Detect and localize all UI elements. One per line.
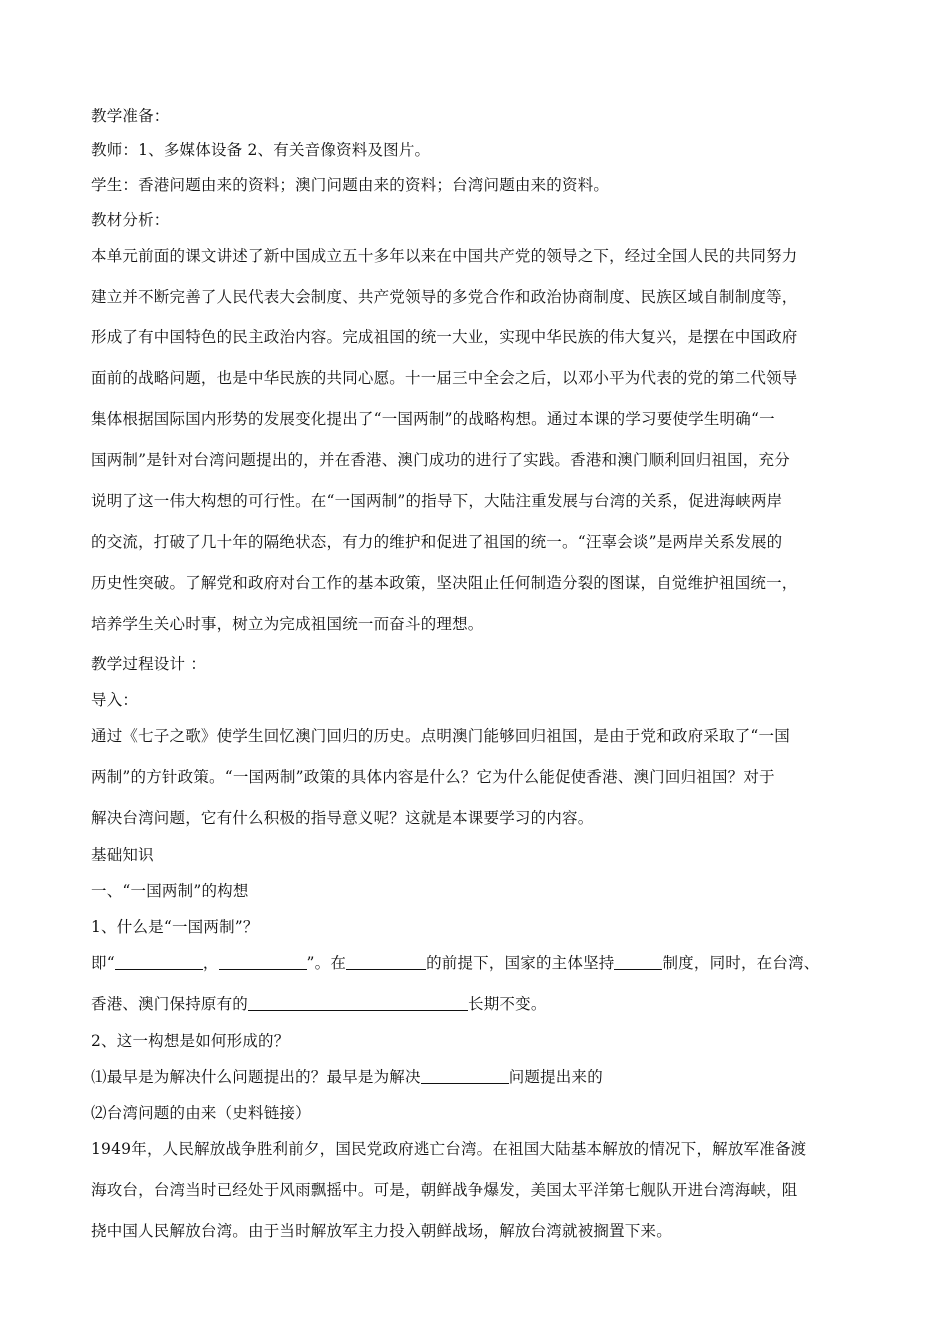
- analysis-line: 国两制”是针对台湾问题提出的，并在香港、澳门成功的进行了实践。香港和澳门顺利回归祖国，充分: [91, 451, 790, 469]
- answer-blank[interactable]: [421, 1068, 509, 1085]
- answer-blank[interactable]: [248, 995, 468, 1012]
- heading-teaching-preparation: 教学准备：: [91, 107, 170, 125]
- heading-process-design: 教学过程设计 ：: [91, 655, 207, 673]
- analysis-line: 面前的战略问题，也是中华民族的共同心愿。十一届三中全会之后，以邓小平为代表的党的第二代领导: [91, 369, 798, 387]
- intro-line: 解决台湾问题，它有什么积极的指导意义呢？这就是本课要学习的内容。: [91, 809, 594, 827]
- analysis-line: 形成了有中国特色的民主政治内容。完成祖国的统一大业，实现中华民族的伟大复兴，是摆在中国政府: [91, 328, 798, 346]
- analysis-line: 历史性突破。了解党和政府对台工作的基本政策，坚决阻止任何制造分裂的图谋，自觉维护祖国统一，: [91, 574, 798, 592]
- student-materials: 学生：香港问题由来的资料；澳门问题由来的资料；台湾问题由来的资料。: [91, 176, 610, 194]
- heading-textbook-analysis: 教材分析：: [91, 211, 170, 229]
- question-heading: 2、这一构想是如何形成的？: [91, 1032, 290, 1050]
- intro-line: 通过《七子之歌》使学生回忆澳门回归的历史。点明澳门能够回归祖国，是由于党和政府采取了“一国: [91, 727, 790, 745]
- heading-introduction: 导入：: [91, 691, 139, 709]
- history-line: 挠中国人民解放台湾。由于当时解放军主力投入朝鲜战场，解放台湾就被搁置下来。: [91, 1222, 672, 1240]
- answer-blank[interactable]: [219, 954, 307, 971]
- section-heading: 一、“一国两制”的构想: [91, 882, 249, 900]
- fill-in-line: 即“ ， ”。在 的前提下，国家的主体坚持 制度，同时，在台湾、: [91, 954, 820, 972]
- question-heading: 1、什么是“一国两制”？: [91, 918, 259, 936]
- answer-blank[interactable]: [614, 954, 662, 971]
- history-line: 1949年，人民解放战争胜利前夕，国民党政府逃亡台湾。在祖国大陆基本解放的情况下，解放军准备渡: [91, 1140, 807, 1158]
- analysis-line: 的交流，打破了几十年的隔绝状态，有力的维护和促进了祖国的统一。“汪辜会谈”是两岸关系发展的: [91, 533, 783, 551]
- fill-in-line: 香港、澳门保持原有的 长期不变。: [91, 995, 547, 1013]
- heading-basic-knowledge: 基础知识: [91, 846, 154, 864]
- answer-blank[interactable]: [115, 954, 203, 971]
- intro-line: 两制”的方针政策。“一国两制”政策的具体内容是什么？它为什么能促使香港、澳门回归祖国？对于: [91, 768, 775, 786]
- history-line: 海攻台，台湾当时已经处于风雨飘摇中。可是，朝鲜战争爆发，美国太平洋第七舰队开进台湾海峡，阻: [91, 1181, 798, 1199]
- analysis-line: 建立并不断完善了人民代表大会制度、共产党领导的多党合作和政治协商制度、民族区域自制制度等，: [91, 288, 798, 306]
- subsection-heading: ⑵台湾问题的由来（史料链接）: [91, 1104, 311, 1122]
- analysis-line: 本单元前面的课文讲述了新中国成立五十多年以来在中国共产党的领导之下，经过全国人民的共同努力: [91, 247, 798, 265]
- fill-in-line: ⑴最早是为解决什么问题提出的？最早是为解决 问题提出来的: [91, 1068, 603, 1086]
- analysis-line: 说明了这一伟大构想的可行性。在“一国两制”的指导下，大陆注重发展与台湾的关系，促进海峡两岸: [91, 492, 783, 510]
- analysis-line: 培养学生关心时事，树立为完成祖国统一而奋斗的理想。: [91, 615, 484, 633]
- answer-blank[interactable]: [346, 954, 426, 971]
- analysis-line: 集体根据国际国内形势的发展变化提出了“一国两制”的战略构想。通过本课的学习要使学生明确“一: [91, 410, 775, 428]
- teacher-materials: 教师：1、多媒体设备 2、有关音像资料及图片。: [91, 141, 431, 159]
